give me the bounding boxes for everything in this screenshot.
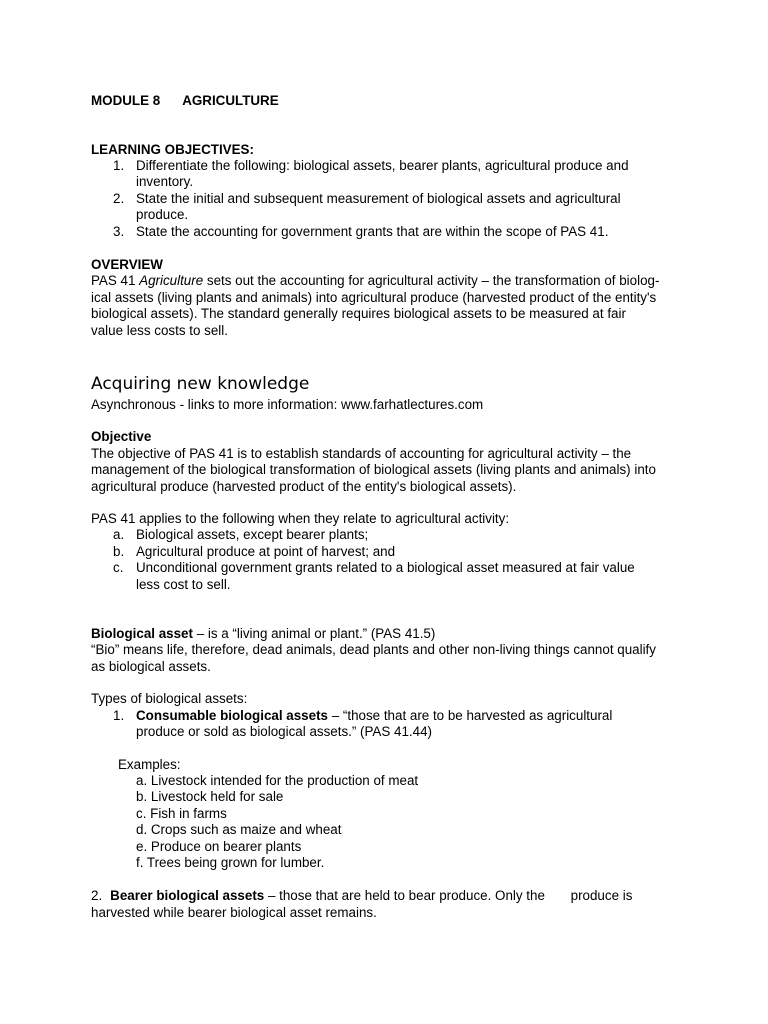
bearer-definition-text: – those that are held to bear produce. Only the xyxy=(264,888,549,903)
biological-asset-term: Biological asset xyxy=(91,626,193,641)
consumable-term: Consumable biological assets xyxy=(136,708,328,723)
objective-number: 3. xyxy=(113,224,125,239)
consumable-definition xyxy=(136,708,612,724)
example-item: b. Livestock held for sale xyxy=(136,789,284,804)
applies-item: Agricultural produce at point of harvest; and xyxy=(136,544,396,559)
consumable-definition-text: – “those that are to be harvested as agricultural xyxy=(328,708,613,723)
overview-text-suffix: sets out the accounting for agricultural activity – the transformation of biolog- xyxy=(203,273,660,288)
types-intro: Types of biological assets: xyxy=(91,691,248,706)
bio-explanation: as biological assets. xyxy=(91,659,211,674)
bearer-term: Bearer biological assets xyxy=(110,888,265,903)
objective-text: State the accounting for government grants that are within the scope of PAS 41. xyxy=(136,224,609,239)
examples-heading: Examples: xyxy=(118,757,181,772)
objective-number: 1. xyxy=(113,158,125,173)
objectives-heading: LEARNING OBJECTIVES: xyxy=(91,142,254,157)
applies-letter: a. xyxy=(113,527,125,542)
bearer-definition xyxy=(91,888,632,904)
type-number: 2. xyxy=(91,888,103,903)
objective-heading: Objective xyxy=(91,429,152,444)
objective-paragraph: The objective of PAS 41 is to establish standards of accounting for agricultural activity – the xyxy=(91,446,632,461)
module-number: MODULE 8 xyxy=(91,93,161,108)
overview-text: biological assets). The standard generally requires biological assets to be measured at fair xyxy=(91,306,626,321)
overview-text: ical assets (living plants and animals) into agricultural produce (harvested product of the entity's xyxy=(91,290,657,305)
applies-item: Unconditional government grants related to a biological asset measured at fair value xyxy=(136,560,635,575)
objective-text: Differentiate the following: biological assets, bearer plants, agricultural produce and xyxy=(136,158,629,173)
applies-item: Biological assets, except bearer plants; xyxy=(136,527,369,542)
section-subtitle: Asynchronous - links to more information: www.farhatlectures.com xyxy=(91,397,484,412)
overview-text: value less costs to sell. xyxy=(91,323,228,338)
overview-text xyxy=(91,273,659,289)
bearer-definition-text: produce is xyxy=(570,888,633,903)
example-item: c. Fish in farms xyxy=(136,806,227,821)
section-heading: Acquiring new knowledge xyxy=(91,374,310,394)
overview-heading: OVERVIEW xyxy=(91,257,163,272)
bearer-definition: harvested while bearer biological asset remains. xyxy=(91,905,377,920)
example-item: a. Livestock intended for the production of meat xyxy=(136,773,419,788)
bio-explanation: “Bio” means life, therefore, dead animals, dead plants and other non-living things cannot qualify xyxy=(91,642,656,657)
objective-paragraph: management of the biological transformation of biological assets (living plants and animals) into xyxy=(91,462,656,477)
biological-asset-definition-text: – is a “living animal or plant.” (PAS 41.5) xyxy=(192,626,436,641)
consumable-definition: produce or sold as biological assets.” (PAS 41.44) xyxy=(136,724,432,739)
applies-intro: PAS 41 applies to the following when they relate to agricultural activity: xyxy=(91,511,510,526)
applies-letter: b. xyxy=(113,544,125,559)
example-item: e. Produce on bearer plants xyxy=(136,839,302,854)
objective-number: 2. xyxy=(113,191,125,206)
objective-text: produce. xyxy=(136,207,189,222)
example-item: d. Crops such as maize and wheat xyxy=(136,822,342,837)
objective-text: inventory. xyxy=(136,174,194,189)
objective-paragraph: agricultural produce (harvested product of the entity's biological assets). xyxy=(91,479,517,494)
applies-item: less cost to sell. xyxy=(136,577,231,592)
biological-asset-definition xyxy=(91,626,435,642)
module-name: AGRICULTURE xyxy=(182,93,279,108)
example-item: f. Trees being grown for lumber. xyxy=(136,855,325,870)
module-title xyxy=(91,93,279,109)
objective-text: State the initial and subsequent measurement of biological assets and agricultural xyxy=(136,191,621,206)
applies-letter: c. xyxy=(113,560,124,575)
overview-standard-name: Agriculture xyxy=(139,273,204,288)
overview-text-prefix: PAS 41 xyxy=(91,273,140,288)
type-number: 1. xyxy=(113,708,125,723)
